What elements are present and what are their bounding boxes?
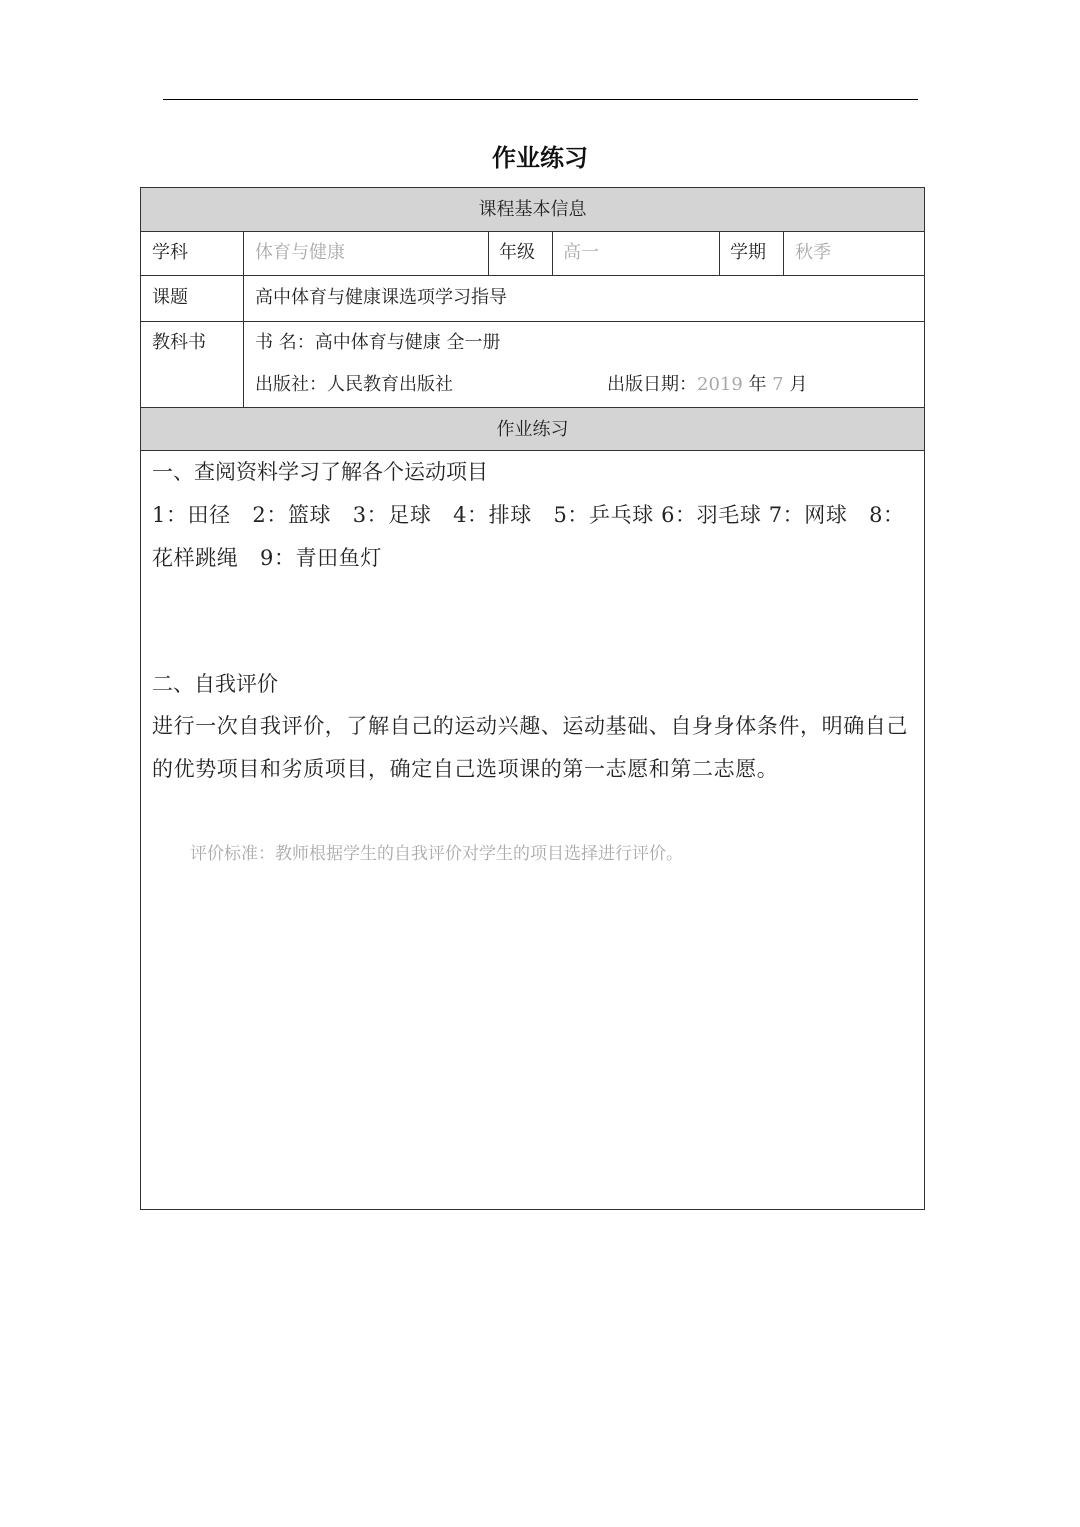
book-name: 高中体育与健康 全一册 xyxy=(314,332,501,353)
section-1-title: 一、查阅资料学习了解各个运动项目 xyxy=(152,460,488,484)
table-divider xyxy=(141,450,924,451)
publisher-line xyxy=(255,373,453,397)
topic-label: 课题 xyxy=(152,287,188,308)
book-name-line xyxy=(255,331,500,355)
self-evaluation-text: 进行一次自我评价，了解自己的运动兴趣、运动基础、自身身体条件，明确自己的优势项目和劣质项目，确定自己选项课的第一志愿和第二志愿。 xyxy=(152,714,908,781)
homework-header: 作业练习 xyxy=(141,408,924,451)
publish-month: 7 xyxy=(772,374,784,395)
section-2-title: 二、自我评价 xyxy=(152,672,278,696)
publisher: 人民教育出版社 xyxy=(327,374,453,395)
cell-divider xyxy=(783,231,784,275)
table-divider xyxy=(141,321,924,322)
year-char: 年 xyxy=(748,374,767,395)
course-info-header: 课程基本信息 xyxy=(141,188,924,231)
subject-value: 体育与健康 xyxy=(255,242,345,263)
book-name-prefix: 书 名： xyxy=(255,332,315,353)
page-title: 作业练习 xyxy=(492,143,588,172)
grade-value: 高一 xyxy=(563,242,599,263)
subject-label: 学科 xyxy=(152,242,188,263)
publisher-prefix: 出版社： xyxy=(255,374,327,395)
publish-date-prefix: 出版日期： xyxy=(607,374,697,395)
topic-value: 高中体育与健康课选项学习指导 xyxy=(255,287,507,308)
publish-date-line xyxy=(607,373,807,397)
cell-divider xyxy=(488,231,489,275)
evaluation-criteria: 评价标准：教师根据学生的自我评价对学生的项目选择进行评价。 xyxy=(190,844,683,864)
cell-divider xyxy=(719,231,720,275)
cell-divider xyxy=(552,231,553,275)
homework-table xyxy=(140,187,925,1210)
sports-list: 1：田径 2：篮球 3：足球 4：排球 5：乒乓球 6：羽毛球 7：网球 8：花样跳绳 9：青田鱼灯 xyxy=(152,503,905,570)
table-divider xyxy=(141,275,924,276)
term-label: 学期 xyxy=(730,242,766,263)
term-value: 秋季 xyxy=(795,242,831,263)
grade-label: 年级 xyxy=(499,242,535,263)
textbook-label: 教科书 xyxy=(152,332,206,353)
header-rule xyxy=(163,99,918,100)
publish-year: 2019 xyxy=(697,374,743,395)
table-divider xyxy=(141,231,924,232)
month-char: 月 xyxy=(789,374,808,395)
